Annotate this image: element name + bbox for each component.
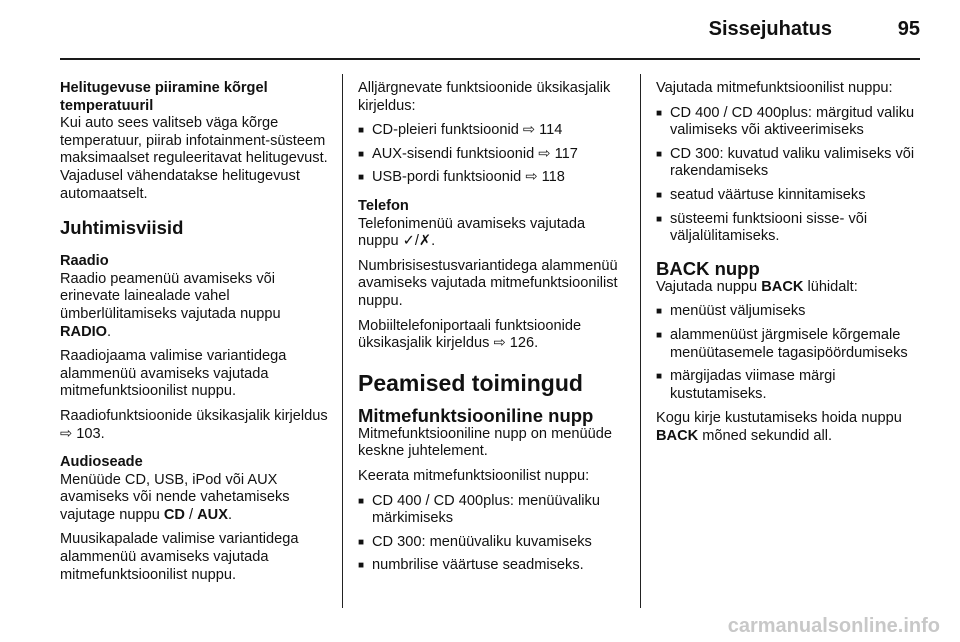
subheading: Mitmefunktsiooniline nupp: [358, 404, 594, 426]
list-item: ■ CD 400 / CD 400plus: märgitud valiku valimiseks või aktiveerimiseks: [656, 105, 928, 140]
bullet-list: [656, 303, 928, 403]
paragraph: Alljärgnevate funktsioonide üksikasjalik kirjeldus:: [358, 80, 611, 114]
paragraph: Mobiiltelefoniportaali funktsioonide üksikasjalik kirjeldus ⇨ 126.: [358, 317, 582, 352]
paragraph: Kui auto sees valitseb väga kõrge temperatuur, piirab infotainment-süsteem maksimaalset reguleeritavat helitugevust. Vajadusel vähendatakse helitugevust automaatselt.: [60, 115, 328, 202]
paragraph: Vajutada nuppu BACK lühidalt:: [656, 278, 858, 295]
column-1: [60, 80, 328, 591]
list-item: ■ süsteemi funktsiooni sisse- või väljalülitamiseks.: [656, 211, 928, 246]
paragraph: Keerata mitmefunktsioonilist nuppu:: [358, 467, 590, 484]
list-item: ■ CD-pleieri funktsioonid ⇨ 114: [358, 122, 626, 140]
paragraph: Numbrisisestusvariantidega alammenüü avamiseks vajutada mitmefunktsioonilist nuppu.: [358, 257, 618, 309]
paragraph: Telefonimenüü avamiseks vajutada nuppu ✓/✗.: [358, 215, 586, 250]
watermark: carmanualsonline.info: [727, 615, 940, 637]
list-item: ■ alammenüüst järgmisele kõrgemale menüütasemele tagasipöördumiseks: [656, 327, 928, 362]
subheading-back: BACK nupp: [656, 257, 760, 279]
list-item: ■ menüüst väljumiseks: [656, 303, 928, 321]
column-divider: [640, 74, 641, 608]
column-divider: [342, 74, 343, 608]
list-item: ■ seatud väärtuse kinnitamiseks: [656, 187, 928, 205]
heading-radio: Raadio: [60, 253, 109, 270]
list-item: ■ CD 400 / CD 400plus: menüüvaliku märkimiseks: [358, 493, 626, 528]
bullet-list: [656, 105, 928, 246]
bullet-list: [358, 122, 626, 187]
heading-volume-limit: Helitugevuse piiramine kõrgel temperatuuril: [60, 80, 268, 114]
paragraph: Vajutada mitmefunktsioonilist nuppu:: [656, 80, 893, 96]
heading-phone: Telefon: [358, 197, 409, 214]
section-heading-main: Peamised toimingud: [358, 369, 583, 396]
column-3: [656, 80, 928, 453]
list-item: ■ AUX-sisendi funktsioonid ⇨ 117: [358, 146, 626, 164]
heading-audio: Audioseade: [60, 454, 143, 471]
paragraph: Muusikapalade valimise variantidega alammenüü avamiseks vajutada mitmefunktsioonilist nuppu.: [60, 531, 299, 583]
list-item: ■ USB-pordi funktsioonid ⇨ 118: [358, 169, 626, 187]
list-item: ■ numbrilise väärtuse seadmiseks.: [358, 557, 626, 575]
header-rule: [60, 58, 920, 60]
list-item: ■ CD 300: kuvatud valiku valimiseks või rakendamiseks: [656, 146, 928, 181]
paragraph: Menüüde CD, USB, iPod või AUX avamiseks või nende vahetamiseks vajutage nuppu CD / AUX.: [60, 471, 290, 523]
section-heading: Juhtimisviisid: [60, 217, 184, 239]
paragraph: Raadiojaama valimise variantidega alammenüü avamiseks vajutada mitmefunktsioonilist nuppu.: [60, 348, 287, 400]
header-title: Sissejuhatus: [708, 18, 832, 40]
list-item: ■ märgijadas viimase märgi kustutamiseks.: [656, 368, 928, 403]
paragraph: Raadio peamenüü avamiseks või erinevate lainealade vahel ümberlülitamiseks vajutada nuppu RADIO.: [60, 270, 281, 340]
bullet-list: [358, 493, 626, 575]
paragraph: Kogu kirje kustutamiseks hoida nuppu BACK mõned sekundid all.: [656, 410, 902, 444]
page-number: 95: [897, 18, 920, 40]
paragraph: Raadiofunktsioonide üksikasjalik kirjeldus ⇨ 103.: [60, 407, 328, 442]
list-item: ■ CD 300: menüüvaliku kuvamiseks: [358, 534, 626, 552]
paragraph: Mitmefunktsiooniline nupp on menüüde keskne juhtelement.: [358, 425, 612, 460]
column-2: [358, 80, 626, 582]
page-header: [60, 18, 920, 46]
